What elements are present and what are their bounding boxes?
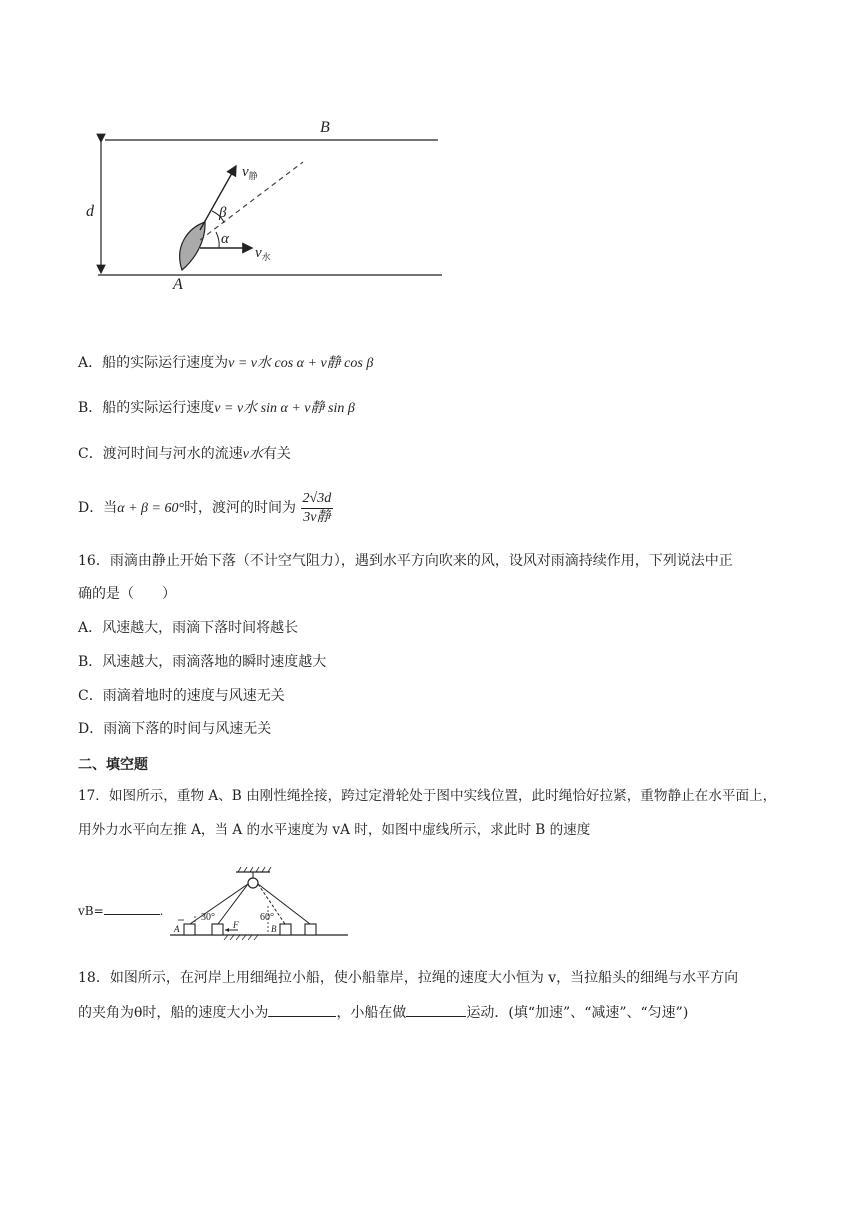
q16-option-d: D．雨滴下落的时间与风速无关: [78, 721, 272, 737]
q17-line2: 用外力水平向左推 A，当 A 的水平速度为 vA 时，如图中虚线所示，求此时 B 的速度: [78, 822, 591, 838]
v-still-arrow: [200, 166, 236, 230]
pulley-figure: [168, 864, 352, 944]
block-b-dashed: [305, 924, 316, 935]
pulley-icon: [248, 878, 258, 888]
pulley-angle-60: 60°: [260, 912, 274, 923]
river-label-v-water: $v_水$: [255, 245, 271, 262]
river-label-beta: β: [219, 205, 227, 221]
river-label-v-still: $v_静$: [242, 164, 258, 181]
q16-stem-line1: 16．雨滴由静止开始下落（不计空气阻力），遇到水平方向吹来的风，设风对雨滴持续作用，下列说法中正: [78, 553, 733, 569]
q16-option-c: C．雨滴着地时的速度与风速无关: [78, 688, 285, 704]
q15-option-c: C．渡河时间与河水的流速v水有关: [78, 446, 291, 462]
block-a-solid: [184, 924, 195, 935]
q15-option-a: A．船的实际运行速度为v = v水 cos α + v静 cos β: [78, 355, 374, 371]
q16-stem-line2: 确的是（ ）: [78, 586, 176, 602]
q15-option-b: B．船的实际运行速度v = v水 sin α + v静 sin β: [78, 400, 355, 416]
q16-option-b: B．风速越大，雨滴落地的瞬时速度越大: [78, 654, 327, 670]
alpha-arc: [216, 232, 219, 248]
q17-answer: vB= .: [78, 900, 163, 921]
pulley-label-b: B: [271, 924, 277, 934]
river-label-d: d: [86, 203, 94, 220]
river-label-alpha: α: [221, 231, 229, 247]
river-crossing-figure: [90, 118, 450, 298]
q15-option-d: D．当α + β = 60°时，渡河的时间为 $\frac{2√3d}{\text{3v静}}$: [78, 490, 332, 525]
block-b-solid: [280, 924, 291, 935]
section-title: 二、填空题: [78, 756, 148, 772]
speed-blank[interactable]: [268, 1002, 336, 1017]
pulley-angle-30: 30°: [201, 912, 215, 923]
pulley-label-f: F: [233, 920, 239, 930]
q17-line1: 17．如图所示，重物 A、B 由刚性绳拴接，跨过定滑轮处于图中实线位置，此时绳恰好拉紧，重物静止在水平面上，: [78, 788, 777, 804]
motion-blank[interactable]: [406, 1002, 466, 1017]
block-a-dashed: [212, 924, 223, 935]
river-label-b: B: [320, 119, 330, 136]
q18-line1: 18．如图所示，在河岸上用细绳拉小船，使小船靠岸，拉绳的速度大小恒为 v，当拉船头的细绳与水平方向: [78, 970, 739, 986]
q16-option-a: A．风速越大，雨滴下落时间将越长: [78, 620, 299, 636]
pulley-label-a: A: [174, 924, 180, 934]
q18-line2: 的夹角为θ时，船的速度大小为 ，小船在做 运动．(填“加速”、“减速”、“匀速”): [78, 1002, 688, 1023]
river-label-a: A: [173, 276, 183, 293]
time-fraction: $\frac{2√3d}{\text{3v静}}$: [302, 490, 332, 525]
